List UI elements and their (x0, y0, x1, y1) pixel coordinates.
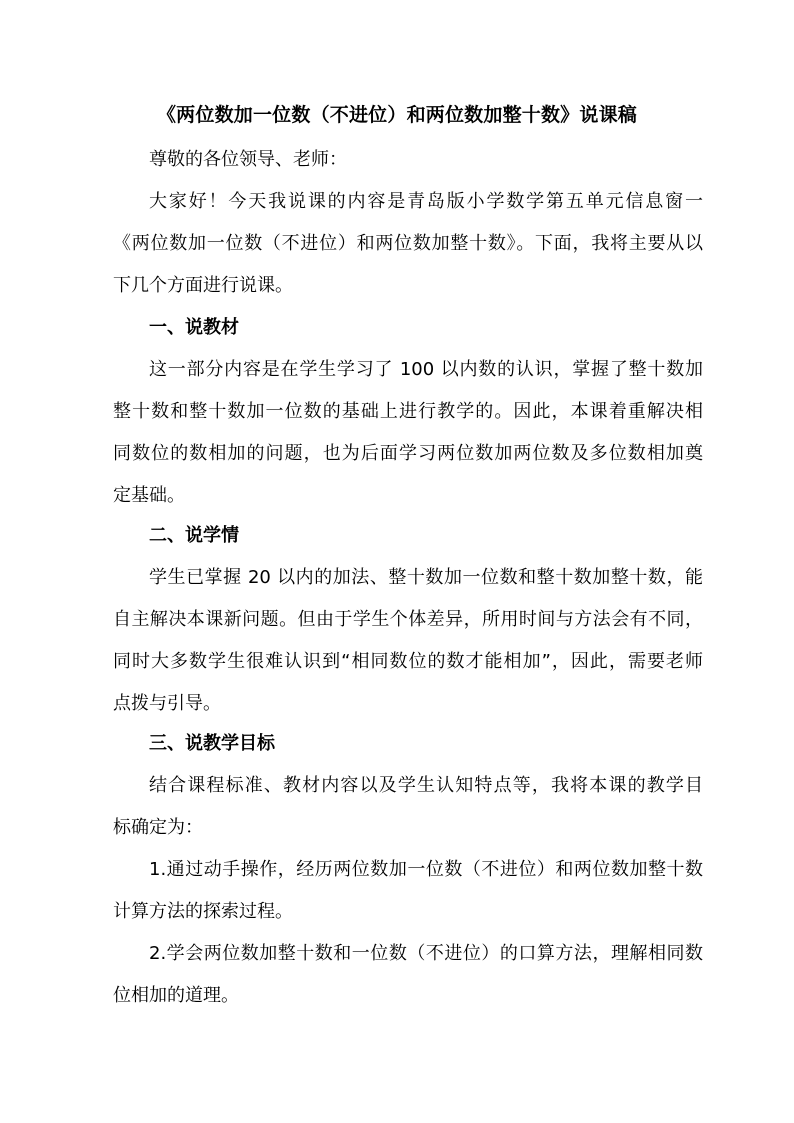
goals-intro-line-1: 结合课程标准、教材内容以及学生认知特点等，我将本课的教学目 (149, 775, 703, 796)
textbook-line-2: 整十数和整十数加一位数的基础上进行教学的。因此，本课着重解决相 (113, 401, 703, 422)
greeting-line: 尊敬的各位领导、老师： (149, 149, 347, 170)
goal-2-line-2: 位相加的道理。 (113, 985, 239, 1006)
textbook-line-4: 定基础。 (113, 485, 185, 506)
goal-2-line-1: 2.学会两位数加整十数和一位数（不进位）的口算方法，理解相同数 (149, 943, 703, 964)
students-line-2: 自主解决本课新问题。但由于学生个体差异，所用时间与方法会有不同， (113, 609, 703, 630)
document-title: 《两位数加一位数（不进位）和两位数加整十数》说课稿 (156, 104, 637, 126)
section-heading-students: 二、说学情 (149, 525, 239, 546)
textbook-line-3: 同数位的数相加的问题，也为后面学习两位数加两位数及多位数相加奠 (113, 443, 703, 464)
section-heading-goals: 三、说教学目标 (149, 733, 275, 754)
students-line-1: 学生已掌握 20 以内的加法、整十数加一位数和整十数加整十数，能 (149, 567, 703, 588)
goals-intro-line-2: 标确定为： (113, 817, 203, 838)
intro-line-3: 下几个方面进行说课。 (113, 275, 293, 296)
goal-1-line-2: 计算方法的探索过程。 (113, 901, 293, 922)
goal-1-line-1: 1.通过动手操作，经历两位数加一位数（不进位）和两位数加整十数 (149, 859, 703, 880)
students-line-4: 点拨与引导。 (113, 693, 221, 714)
intro-line-1: 大家好！今天我说课的内容是青岛版小学数学第五单元信息窗一 (149, 191, 703, 212)
textbook-line-1: 这一部分内容是在学生学习了 100 以内数的认识，掌握了整十数加 (149, 359, 703, 380)
section-heading-textbook: 一、说教材 (149, 317, 239, 338)
students-line-3: 同时大多数学生很难认识到“相同数位的数才能相加”，因此，需要老师 (113, 651, 703, 672)
intro-line-2: 《两位数加一位数（不进位）和两位数加整十数》。下面，我将主要从以 (113, 233, 703, 254)
